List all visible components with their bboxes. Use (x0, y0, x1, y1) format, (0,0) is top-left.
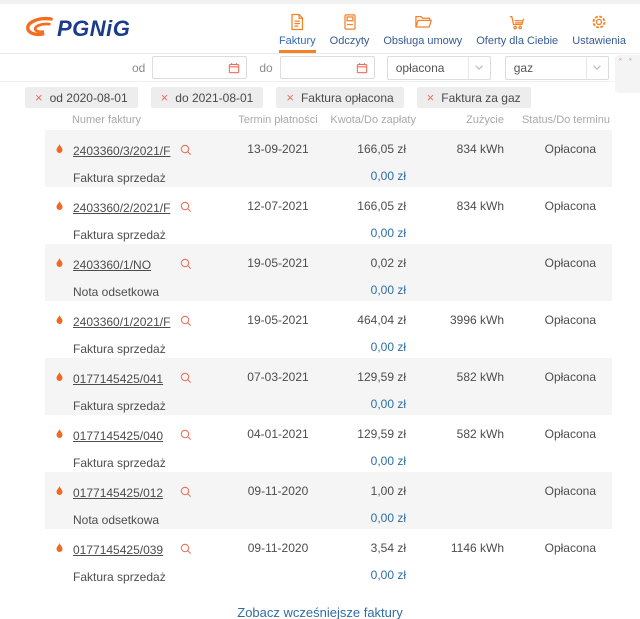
col-header-number: Numer faktury (71, 114, 142, 126)
preview-invoice-button[interactable] (168, 199, 208, 242)
main-nav (279, 4, 626, 53)
invoice-number-link[interactable]: 0177145425/012 (73, 486, 164, 500)
amount-to-pay: 0,00 zł (370, 340, 406, 354)
amount-to-pay: 0,00 zł (370, 511, 406, 525)
table-row (45, 472, 612, 529)
date-to-field[interactable] (280, 56, 375, 79)
invoice-amount: 464,04 zł (357, 313, 406, 327)
usage-value: 582 kWh (456, 427, 504, 441)
status-label: Opłacona (544, 256, 596, 270)
invoice-amount: 129,59 zł (357, 370, 406, 384)
invoice-amount: 166,05 zł (357, 199, 406, 213)
nav-item-oferty[interactable]: Oferty dla Ciebie (476, 4, 558, 53)
gas-flame-icon (45, 370, 73, 413)
amount-to-pay: 0,00 zł (370, 226, 406, 240)
usage-value: 3996 kWh (449, 313, 504, 327)
filter-chip[interactable]: × od 2020-08-01 (25, 87, 138, 108)
invoice-amount: 129,59 zł (357, 427, 406, 441)
status-label: Opłacona (544, 541, 596, 555)
filter-chip[interactable]: × do 2021-08-01 (151, 87, 264, 108)
invoice-number-link[interactable]: 2403360/1/2021/F (73, 315, 171, 329)
date-to-input[interactable] (286, 61, 355, 75)
preview-invoice-button[interactable] (168, 484, 208, 527)
preview-invoice-button[interactable] (168, 541, 208, 584)
usage-value: 834 kWh (456, 199, 504, 213)
active-filter-chips (0, 82, 640, 108)
due-date: 19-05-2021 (247, 256, 309, 270)
cart-icon (507, 12, 527, 32)
preview-invoice-button[interactable] (168, 370, 208, 413)
amount-to-pay: 0,00 zł (370, 397, 406, 411)
due-date: 04-01-2021 (247, 427, 309, 441)
preview-invoice-button[interactable] (168, 313, 208, 356)
preview-invoice-button[interactable] (168, 256, 208, 299)
table-row (45, 529, 612, 586)
edge-partial-mark-icon: ˟ (629, 57, 632, 66)
due-date: 13-09-2021 (247, 142, 309, 156)
gas-flame-icon (45, 142, 73, 185)
table-row (45, 415, 612, 472)
filter-chip[interactable]: × Faktura za gaz (417, 87, 531, 108)
col-header-due: Termin płatności (238, 114, 318, 126)
invoice-number-link[interactable]: 0177145425/041 (73, 372, 164, 386)
see-earlier-invoices-link[interactable]: Zobacz wcześniejsze faktury (237, 605, 403, 619)
table-footer (0, 604, 640, 619)
invoice-number-link[interactable]: 2403360/2/2021/F (73, 201, 171, 215)
calendar-icon[interactable] (227, 61, 241, 75)
due-date: 09-11-2020 (247, 541, 309, 555)
invoice-number-link[interactable]: 0177145425/040 (73, 429, 164, 443)
gas-flame-icon (45, 484, 73, 527)
invoice-type-label: Nota odsetkowa (73, 285, 160, 299)
invoice-table-body (45, 130, 612, 586)
amount-to-pay: 0,00 zł (370, 454, 406, 468)
invoice-type-label: Faktura sprzedaż (73, 456, 166, 470)
invoice-table-header (45, 108, 612, 130)
gas-flame-icon (45, 256, 73, 299)
nav-item-odczyty[interactable]: Odczyty (330, 4, 370, 53)
remove-filter-icon[interactable]: × (286, 90, 294, 105)
edge-partial-mark-icon: ˟ (619, 57, 622, 66)
usage-value: 1146 kWh (450, 541, 504, 555)
usage-value (418, 256, 508, 299)
invoice-amount: 0,02 zł (370, 256, 406, 270)
gas-flame-icon (45, 541, 73, 584)
nav-item-faktury[interactable]: Faktury (279, 4, 316, 53)
status-label: Opłacona (544, 199, 596, 213)
table-row (45, 301, 612, 358)
table-row (45, 130, 612, 187)
invoice-type-label: Nota odsetkowa (73, 513, 160, 527)
due-date: 07-03-2021 (247, 370, 309, 384)
col-header-amount: Kwota/Do zapłaty (330, 114, 416, 126)
status-label: Opłacona (544, 484, 596, 498)
status-label: Opłacona (544, 427, 596, 441)
table-row (45, 244, 612, 301)
invoice-number-link[interactable]: 2403360/3/2021/F (73, 144, 171, 158)
filter-bar (0, 54, 640, 82)
nav-item-ustawienia[interactable]: Ustawienia (572, 4, 626, 53)
status-label: Opłacona (544, 370, 596, 384)
fuel-type-select[interactable]: gaz (505, 56, 609, 80)
nav-item-obsluga-umowy[interactable]: Obsługa umowy (383, 4, 462, 53)
remove-filter-icon[interactable]: × (160, 90, 169, 105)
date-from-input[interactable] (158, 61, 227, 75)
table-row (45, 358, 612, 415)
col-header-usage: Zużycie (466, 114, 504, 126)
invoice-type-label: Faktura sprzedaż (73, 570, 166, 584)
preview-invoice-button[interactable] (168, 142, 208, 185)
folder-icon (413, 12, 433, 32)
pgnig-flame-swoosh-icon (24, 15, 54, 43)
preview-invoice-button[interactable] (168, 427, 208, 470)
usage-value: 834 kWh (456, 142, 504, 156)
chevron-down-icon (586, 57, 608, 79)
amount-to-pay: 0,00 zł (370, 568, 406, 582)
gear-icon (589, 12, 609, 32)
edge-partial-widget[interactable] (615, 55, 640, 93)
pgnig-logo[interactable] (24, 4, 130, 53)
filter-chip[interactable]: × Faktura opłacona (276, 87, 403, 108)
table-row (45, 187, 612, 244)
invoice-icon (287, 12, 307, 32)
app-header (0, 4, 640, 54)
due-date: 09-11-2020 (247, 484, 309, 498)
gas-flame-icon (45, 199, 73, 242)
chevron-down-icon (468, 57, 490, 79)
status-label: Opłacona (544, 142, 596, 156)
due-date: 19-05-2021 (247, 313, 309, 327)
due-date: 12-07-2021 (247, 199, 309, 213)
calendar-icon[interactable] (355, 61, 369, 75)
gas-flame-icon (45, 427, 73, 470)
date-from-label: od (132, 60, 146, 75)
invoice-type-label: Faktura sprzedaż (73, 228, 166, 242)
remove-filter-icon[interactable]: × (426, 90, 435, 105)
date-from-field[interactable] (152, 56, 247, 79)
invoice-type-label: Faktura sprzedaż (73, 342, 166, 356)
meter-icon (340, 12, 360, 32)
invoice-type-label: Faktura sprzedaż (73, 399, 166, 413)
invoice-amount: 166,05 zł (357, 142, 406, 156)
remove-filter-icon[interactable]: × (35, 90, 43, 105)
invoice-number-link[interactable]: 0177145425/039 (73, 543, 164, 557)
invoice-type-label: Faktura sprzedaż (73, 171, 166, 185)
amount-to-pay: 0,00 zł (370, 283, 406, 297)
amount-to-pay: 0,00 zł (370, 169, 406, 183)
col-header-status: Status/Do terminu (521, 114, 610, 126)
gas-flame-icon (45, 313, 73, 356)
status-label: Opłacona (544, 313, 596, 327)
status-select[interactable]: opłacona (387, 56, 491, 80)
invoice-amount: 1,00 zł (370, 484, 406, 498)
usage-value (418, 484, 508, 527)
invoice-number-link[interactable]: 2403360/1/NO (73, 258, 152, 272)
usage-value: 582 kWh (456, 370, 504, 384)
date-to-label: do (259, 60, 273, 75)
logo-text: PGNiG (57, 15, 131, 41)
invoice-amount: 3,54 zł (370, 541, 406, 555)
